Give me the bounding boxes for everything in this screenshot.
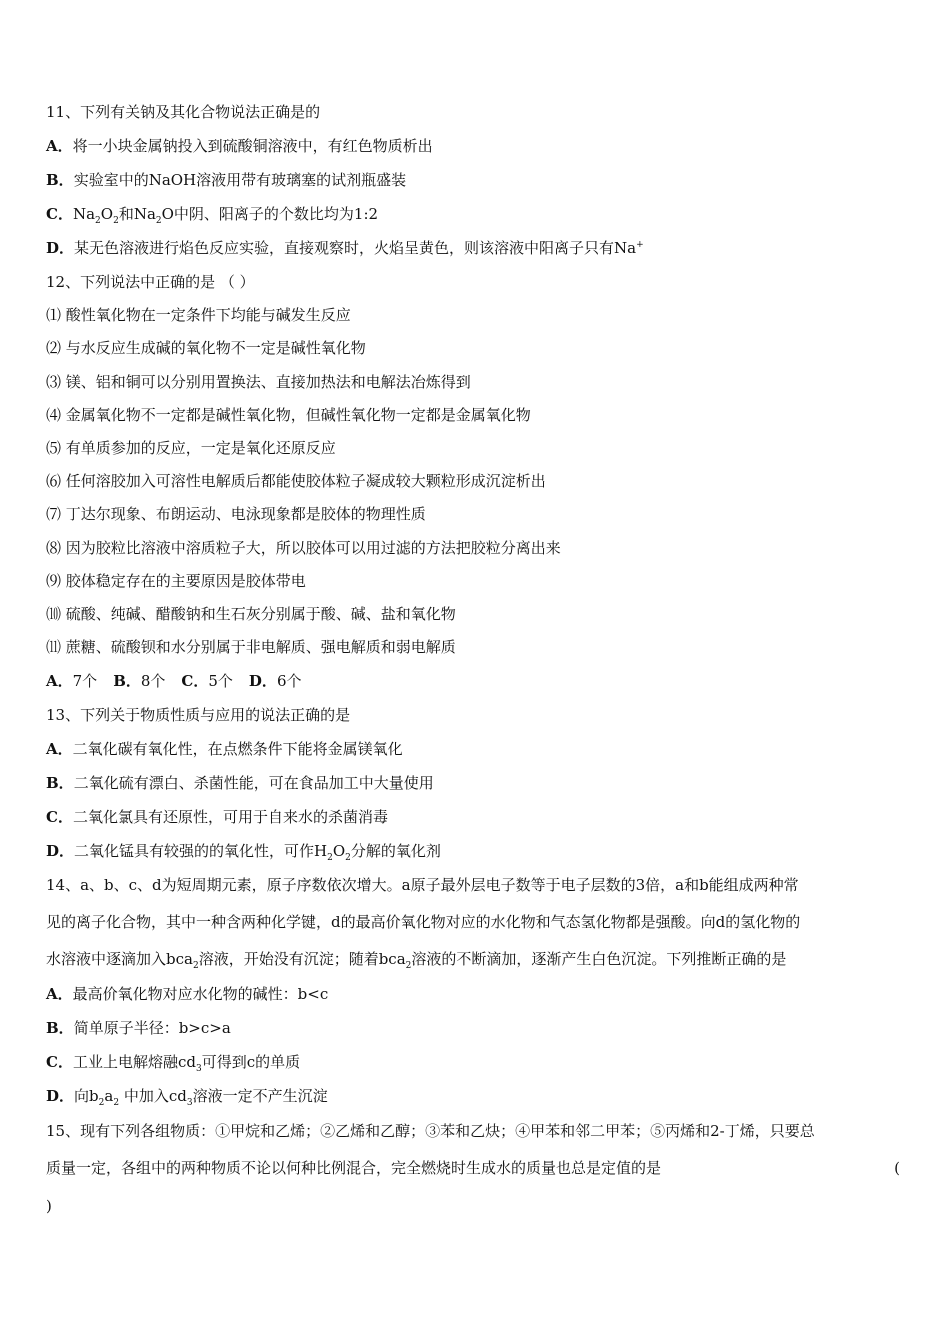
option-text: 可得到c的单质 bbox=[201, 1053, 301, 1071]
q13-stem: 13、下列关于物质性质与应用的说法正确的是 bbox=[46, 706, 351, 724]
q15-stem-line: 15、现有下列各组物质：①甲烷和乙烯；②乙烯和乙醇；③苯和乙炔；④甲苯和邻二甲苯；⑤丙烯和2-丁烯，只要总 bbox=[46, 1122, 815, 1140]
option-label: B． bbox=[46, 774, 74, 792]
q12-statement: ⑸ 有单质参加的反应，一定是氧化还原反应 bbox=[46, 439, 336, 457]
q13-option-a bbox=[46, 739, 900, 759]
subscript: 2 bbox=[192, 961, 199, 971]
option-text: 6个 bbox=[276, 672, 302, 690]
q12-statement: ⑵ 与水反应生成碱的氧化物不一定是碱性氧化物 bbox=[46, 339, 366, 357]
q12-statement: ⑼ 胶体稳定存在的主要原因是胶体带电 bbox=[46, 572, 306, 590]
q13-option-c bbox=[46, 807, 900, 827]
q14-stem-line: 见的离子化合物，其中一种含两种化学键，d的最高价氧化物对应的水化物和气态氢化物都是强酸。向d的氢化物的 bbox=[46, 913, 801, 931]
option-text: 实验室中的NaOH溶液用带有玻璃塞的试剂瓶盛装 bbox=[73, 171, 407, 189]
answer-paren-close: ) bbox=[46, 1197, 52, 1215]
formula-text: Na bbox=[72, 205, 96, 223]
q15-stem-line bbox=[46, 1158, 900, 1178]
q12-statement: ⑺ 丁达尔现象、布朗运动、电泳现象都是胶体的物理性质 bbox=[46, 505, 426, 523]
subscript: 2 bbox=[155, 216, 162, 226]
q12-statement: ⑻ 因为胶粒比溶液中溶质粒子大，所以胶体可以用过滤的方法把胶粒分离出来 bbox=[46, 539, 561, 557]
option-label: D． bbox=[46, 239, 75, 257]
q12-statement: ⑽ 硫酸、纯碱、醋酸钠和生石灰分别属于酸、碱、盐和氧化物 bbox=[46, 605, 456, 623]
q13-option-b bbox=[46, 773, 900, 793]
option-label: C． bbox=[181, 672, 209, 690]
stem-text: 水溶液中逐滴加入bca bbox=[46, 950, 193, 968]
option-text: 5个 bbox=[208, 672, 233, 690]
q12-statement: ⑷ 金属氧化物不一定都是碱性氧化物，但碱性氧化物一定都是金属氧化物 bbox=[46, 406, 531, 424]
option-text: 二氧化氯具有还原性，可用于自来水的杀菌消毒 bbox=[72, 808, 388, 826]
stem-text: 溶液的不断滴加，逐渐产生白色沉淀。下列推断正确的是 bbox=[411, 950, 787, 968]
q13-option-d bbox=[46, 841, 900, 861]
option-text: O中阴、阳离子的个数比均为1:2 bbox=[161, 205, 379, 223]
subscript: 2 bbox=[113, 1098, 120, 1108]
subscript: 2 bbox=[113, 216, 119, 226]
formula-text: O bbox=[100, 205, 114, 223]
q12-statement: ⑾ 蔗糖、硫酸钡和水分别属于非电解质、强电解质和弱电解质 bbox=[46, 638, 456, 656]
subscript: 2 bbox=[327, 853, 333, 863]
option-text: 二氧化硫有漂白、杀菌性能，可在食品加工中大量使用 bbox=[73, 774, 434, 792]
stem-text: 溶液，开始没有沉淀；随着bca bbox=[198, 950, 406, 968]
q11-option-a bbox=[46, 136, 900, 156]
superscript: + bbox=[636, 240, 644, 250]
q11-option-b bbox=[46, 170, 900, 190]
option-label: B． bbox=[46, 171, 74, 189]
option-text: 中加入cd bbox=[119, 1087, 187, 1105]
option-text: 二氧化碳有氧化性，在点燃条件下能将金属镁氧化 bbox=[72, 740, 403, 758]
subscript: 2 bbox=[98, 1098, 105, 1108]
option-text: 工业上电解熔融cd bbox=[72, 1053, 196, 1071]
option-label: A． bbox=[46, 672, 73, 690]
subscript: 2 bbox=[405, 961, 412, 971]
q14-option-a bbox=[46, 984, 900, 1004]
option-text: 二氧化锰具有较强的的氧化性，可作H bbox=[74, 842, 328, 860]
option-text: 简单原子半径：b>c>a bbox=[73, 1019, 231, 1037]
option-label: C． bbox=[46, 808, 73, 826]
option-label: B． bbox=[46, 1019, 74, 1037]
option-text: 将一小块金属钠投入到硫酸铜溶液中，有红色物质析出 bbox=[72, 137, 433, 155]
answer-paren-open: ( bbox=[894, 1159, 900, 1177]
q11-option-d bbox=[46, 238, 900, 258]
q14-option-c bbox=[46, 1052, 900, 1072]
option-label: A． bbox=[46, 985, 73, 1003]
q12-statement: ⑴ 酸性氧化物在一定条件下均能与碱发生反应 bbox=[46, 306, 351, 324]
q14-option-d bbox=[46, 1086, 900, 1106]
option-label: C． bbox=[46, 1053, 73, 1071]
option-text: 分解的氧化剂 bbox=[350, 842, 441, 860]
q12-stem: 12、下列说法中正确的是 （ ） bbox=[46, 273, 255, 291]
q11-stem: 11、下列有关钠及其化合物说法正确是的 bbox=[46, 103, 321, 121]
subscript: 2 bbox=[345, 853, 351, 863]
q14-stem-line bbox=[46, 949, 900, 969]
subscript: 3 bbox=[186, 1098, 193, 1108]
subscript: 3 bbox=[195, 1064, 202, 1074]
q14-stem-line: 14、a、b、c、d为短周期元素，原子序数依次增大。a原子最外层电子数等于电子层数的3倍，a和b能组成两种常 bbox=[46, 876, 799, 894]
stem-text: 质量一定，各组中的两种物质不论以何种比例混合，完全燃烧时生成水的质量也总是定值的是 bbox=[46, 1159, 662, 1177]
q12-options bbox=[46, 671, 900, 691]
formula-text: a bbox=[104, 1087, 114, 1105]
option-label: D． bbox=[248, 672, 277, 690]
subscript: 2 bbox=[95, 216, 101, 226]
formula-text: O bbox=[332, 842, 346, 860]
formula-text: 和Na bbox=[118, 205, 156, 223]
option-text: 最高价氧化物对应水化物的碱性：b<c bbox=[72, 985, 329, 1003]
option-text: 向b bbox=[74, 1087, 99, 1105]
q12-statement: ⑶ 镁、铝和铜可以分别用置换法、直接加热法和电解法冶炼得到 bbox=[46, 373, 471, 391]
option-label: C． bbox=[46, 205, 73, 223]
option-label: D． bbox=[46, 842, 75, 860]
option-text: 某无色溶液进行焰色反应实验，直接观察时，火焰呈黄色，则该溶液中阳离子只有Na bbox=[74, 239, 637, 257]
q14-option-b bbox=[46, 1018, 900, 1038]
option-label: B． bbox=[113, 672, 141, 690]
option-label: A． bbox=[46, 740, 73, 758]
option-text: 7个 bbox=[72, 672, 98, 690]
option-text: 溶液一定不产生沉淀 bbox=[192, 1087, 328, 1105]
q12-statement: ⑹ 任何溶胶加入可溶性电解质后都能使胶体粒子凝成较大颗粒形成沉淀析出 bbox=[46, 472, 546, 490]
option-label: D． bbox=[46, 1087, 75, 1105]
q11-option-c bbox=[46, 204, 900, 224]
option-label: A． bbox=[46, 137, 73, 155]
option-text: 8个 bbox=[140, 672, 166, 690]
